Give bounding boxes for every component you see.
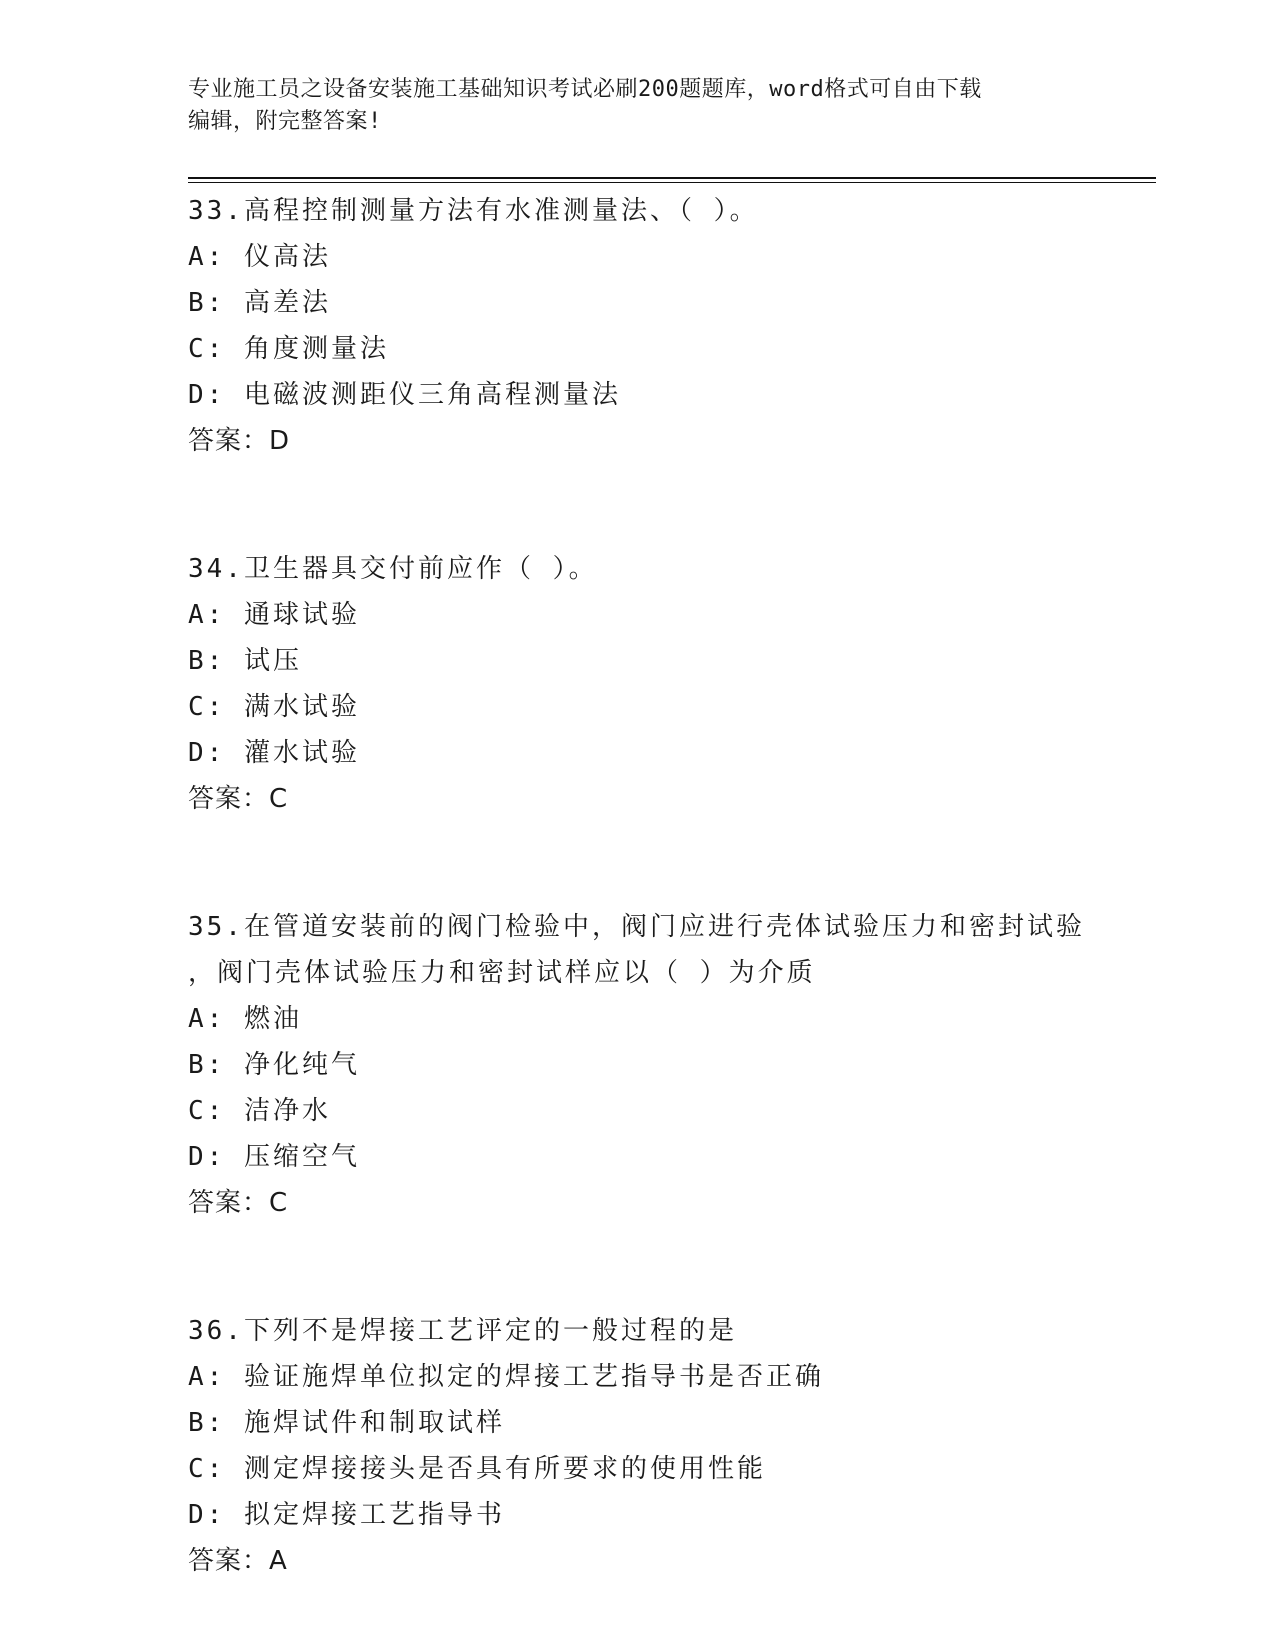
spacer bbox=[188, 1226, 1158, 1308]
option-a: A: 仪高法 bbox=[188, 242, 331, 272]
option-d: D: 灌水试验 bbox=[188, 738, 360, 768]
header-divider-thin bbox=[188, 182, 1156, 183]
option-a: A: 通球试验 bbox=[188, 600, 360, 630]
option-a: A: 验证施焊单位拟定的焊接工艺指导书是否正确 bbox=[188, 1362, 824, 1392]
answer-line: 答案：C bbox=[188, 1188, 289, 1218]
spacer bbox=[188, 822, 1158, 904]
question-36 bbox=[188, 1308, 1158, 1584]
option-d: D: 拟定焊接工艺指导书 bbox=[188, 1500, 505, 1530]
spacer bbox=[188, 464, 1158, 546]
question-stem: 35.在管道安装前的阀门检验中，阀门应进行壳体试验压力和密封试验 bbox=[188, 912, 1085, 942]
document-header bbox=[188, 74, 1088, 138]
question-stem: 33.高程控制测量方法有水准测量法、（ ）。 bbox=[188, 196, 759, 226]
option-c: C: 角度测量法 bbox=[188, 334, 389, 364]
option-c: C: 测定焊接接头是否具有所要求的使用性能 bbox=[188, 1454, 766, 1484]
question-stem: 36.下列不是焊接工艺评定的一般过程的是 bbox=[188, 1316, 737, 1346]
question-stem-continued: ，阀门壳体试验压力和密封试样应以（ ）为介质 bbox=[188, 958, 816, 988]
answer-line: 答案：A bbox=[188, 1546, 288, 1576]
answer-line: 答案：D bbox=[188, 426, 291, 456]
option-d: D: 压缩空气 bbox=[188, 1142, 360, 1172]
question-34 bbox=[188, 546, 1158, 822]
option-b: B: 试压 bbox=[188, 646, 302, 676]
option-d: D: 电磁波测距仪三角高程测量法 bbox=[188, 380, 621, 410]
option-b: B: 净化纯气 bbox=[188, 1050, 360, 1080]
header-line-1: 专业施工员之设备安装施工基础知识考试必刷200题题库，word格式可自由下载 bbox=[188, 77, 982, 102]
answer-line: 答案：C bbox=[188, 784, 289, 814]
header-line-2: 编辑，附完整答案! bbox=[188, 109, 382, 134]
option-b: B: 高差法 bbox=[188, 288, 331, 318]
question-list bbox=[188, 188, 1158, 1584]
question-33 bbox=[188, 188, 1158, 464]
question-stem: 34.卫生器具交付前应作（ ）。 bbox=[188, 554, 598, 584]
option-c: C: 洁净水 bbox=[188, 1096, 331, 1126]
option-a: A: 燃油 bbox=[188, 1004, 302, 1034]
header-divider-thick bbox=[188, 177, 1156, 179]
option-c: C: 满水试验 bbox=[188, 692, 360, 722]
option-b: B: 施焊试件和制取试样 bbox=[188, 1408, 505, 1438]
question-35 bbox=[188, 904, 1158, 1226]
